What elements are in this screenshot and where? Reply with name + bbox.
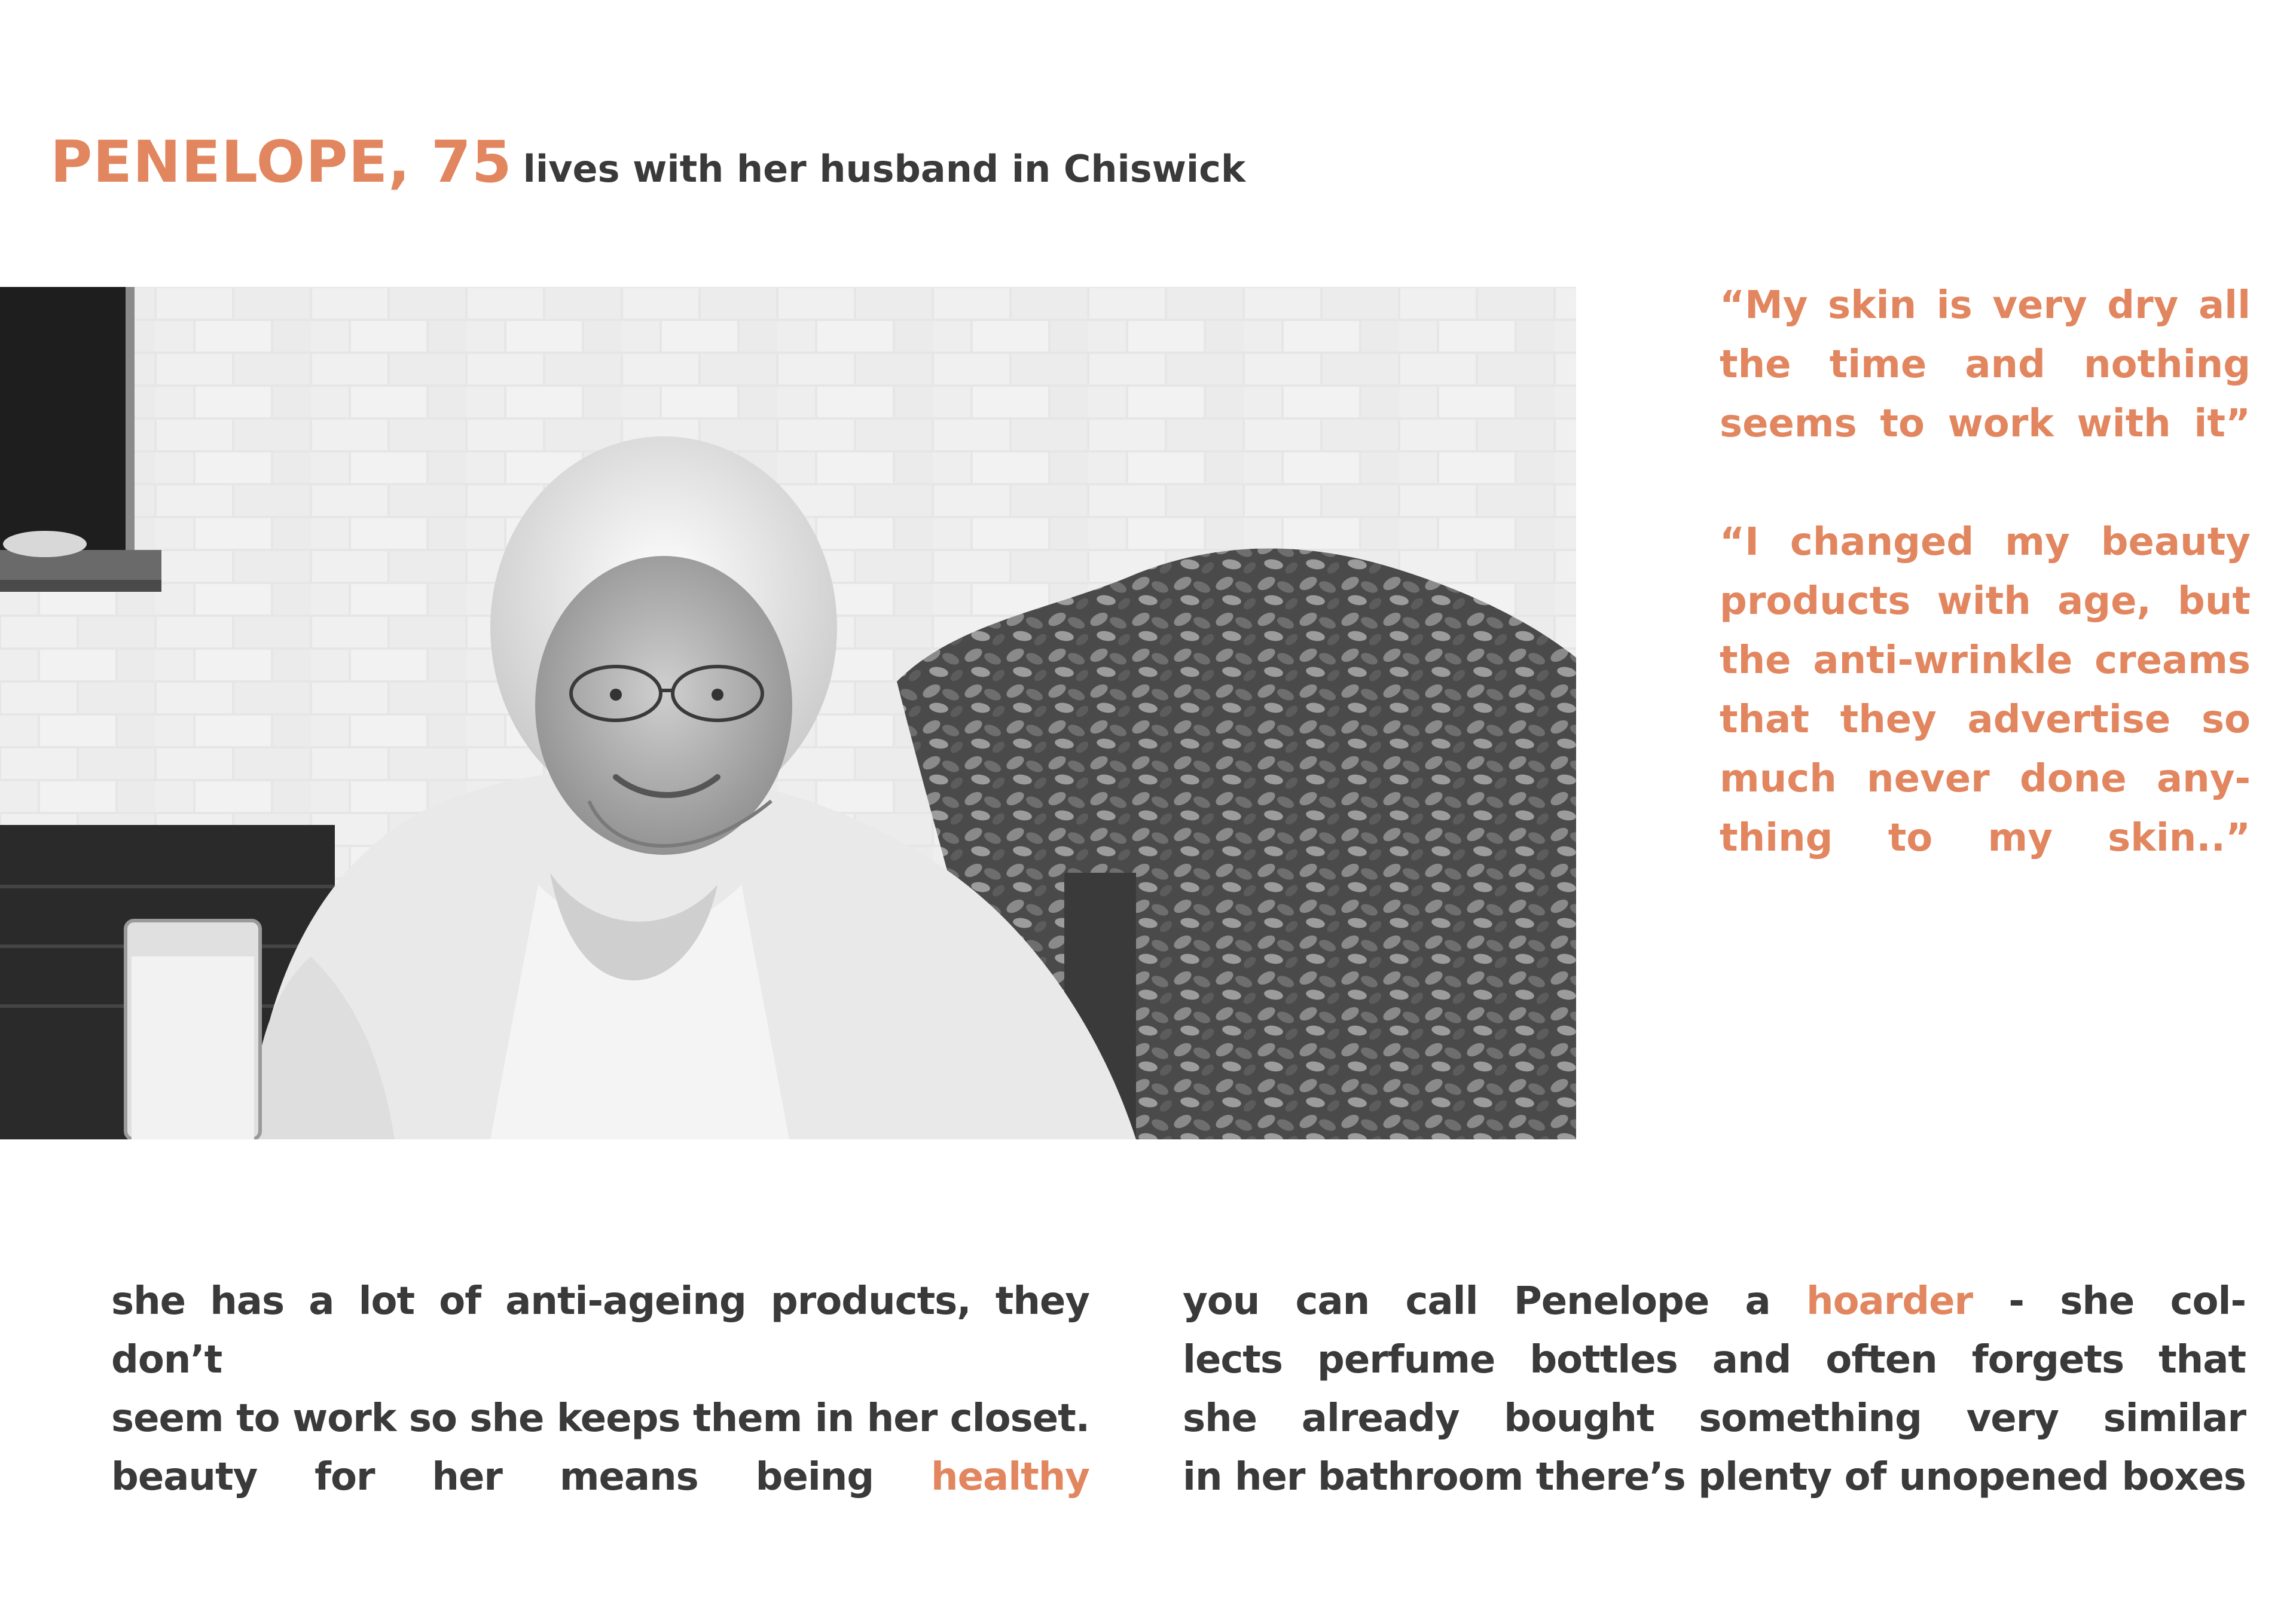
highlight-healthy: healthy	[931, 1455, 1089, 1499]
highlight-hoarder: hoarder	[1806, 1279, 1973, 1324]
paragraph-right-line-4: in her bathroom there’s plenty of unopened boxes	[1183, 1455, 2246, 1499]
paragraph-left-line-3-text: beauty for her means being	[111, 1455, 874, 1499]
paragraph-left	[111, 1272, 1089, 1506]
paragraph-right-line-3: she already bought something very similar	[1183, 1396, 2246, 1441]
paragraph-right-line-2: lects perfume bottles and often forgets that	[1183, 1338, 2246, 1382]
person-subtitle: lives with her husband in Chiswick	[523, 147, 1246, 191]
quote-2: “I changed my beauty products with age, but the anti-wrinkle creams that they advertise so much never done any-thing to my skin..”	[1720, 520, 2251, 860]
quote-1: “My skin is very dry all the time and nothing seems to work with it”	[1720, 283, 2251, 446]
paragraph-right-line-1-post: - she col-	[2008, 1279, 2246, 1324]
paragraph-left-line-1: she has a lot of anti-ageing products, they don’t	[111, 1279, 1089, 1382]
paragraph-right	[1183, 1272, 2246, 1506]
paragraph-right-line-1	[1183, 1272, 2246, 1331]
page-header	[50, 129, 1245, 195]
paragraph-right-line-1-pre: you can call Penelope a	[1183, 1279, 1770, 1324]
paragraph-left-line-2: seem to work so she keeps them in her closet.	[111, 1396, 1089, 1441]
quotes-column	[1720, 276, 2251, 868]
paragraph-left-line-3	[111, 1448, 1089, 1506]
person-name: PENELOPE, 75	[50, 129, 512, 195]
portrait-photo	[0, 287, 1576, 1139]
